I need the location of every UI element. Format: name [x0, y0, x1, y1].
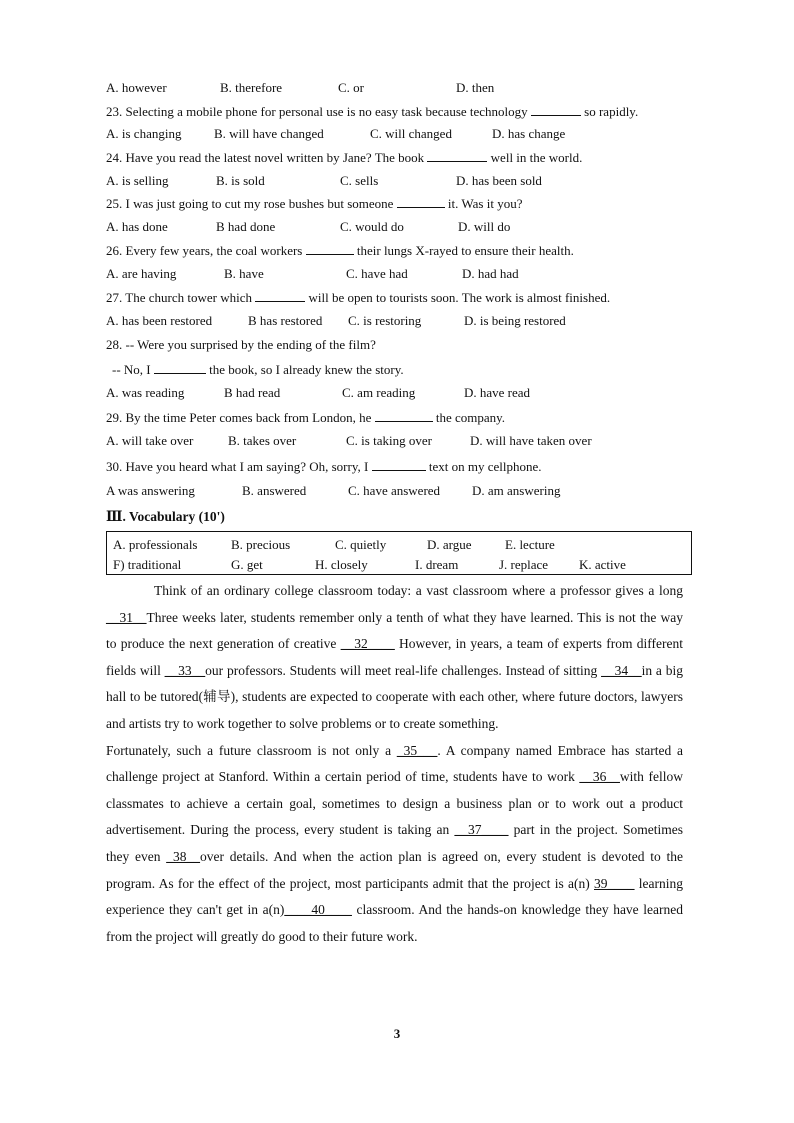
options-q28: A. was reading B had read C. am reading D. have read — [106, 385, 531, 400]
blank-35: _35___ — [396, 742, 438, 758]
cloze-passage — [106, 578, 683, 950]
options-q22 — [106, 80, 706, 96]
options-q29: A. will take over B. takes over C. is taking over D. will have taken over — [106, 433, 592, 448]
question-30: 30. Have you heard what I am saying? Oh, sorry, I text on my cellphone. — [106, 459, 542, 474]
option-b: B. therefore — [220, 80, 283, 95]
answer-blank — [255, 289, 305, 302]
options-q26: A. are having B. have C. have had D. had had — [106, 266, 519, 281]
question-29: 29. By the time Peter comes back from London, he the company. — [106, 410, 506, 425]
question-27: 27. The church tower which will be open to tourists soon. The work is almost finished. — [106, 290, 611, 305]
word-option: F) traditional — [113, 557, 182, 572]
question-28: 28. -- Were you surprised by the ending of the film? — [106, 337, 376, 352]
word-option: H. closely — [315, 557, 368, 572]
paragraph-2: Fortunately, such a future classroom is not only a _35___. A company named Embrace has started a challenge project at Stanford. Within a certain period of time, students have to work __36__with fellow classmates to achieve a certain goal, sometimes to design a business plan or to work out a product advertisement. During the process, every student is taking an __37____ part in the project. Sometimes they even _38__over details. And when the action plan is agreed on, every student is devoted to the program. As for the effect of the project, most participants admit that the project is a(n) 39____ learning experience they can't get in a(n)____40____ classroom. And the hands-on knowledge they have learned from the project will greatly do good to their future work. — [106, 742, 684, 944]
word-option: E. lecture — [505, 537, 555, 552]
option-c: C. or — [338, 80, 364, 95]
blank-32: __32____ — [340, 636, 395, 652]
options-q23: A. is changing B. will have changed C. will changed D. has change — [106, 126, 566, 141]
word-option: G. get — [231, 557, 263, 572]
answer-blank — [306, 242, 354, 255]
word-option: K. active — [579, 557, 626, 572]
option-d: D. then — [456, 80, 495, 95]
word-option: J. replace — [499, 557, 549, 572]
blank-40: ____40____ — [284, 902, 352, 918]
blank-39: 39____ — [594, 875, 635, 891]
paragraph-1: Think of an ordinary college classroom today: a vast classroom where a professor gives a long __31__Three weeks later, students remember only a tenth of what they have learned. This is not the way to produce the next generation of creative __32____ However, in years, a team of experts from different fields will __33__our professors. Students will meet real-life challenges. Instead of sitting __34__in a big hall to be tutored(辅导), students are expected to cooperate with each other, where future doctors, lawyers and artists try to work together to solve problems or to create something. — [106, 583, 683, 731]
question-24: 24. Have you read the latest novel written by Jane? The book well in the world. — [106, 150, 583, 165]
answer-blank — [531, 103, 581, 116]
option-a: A. however — [106, 80, 167, 95]
blank-37: __37____ — [454, 822, 509, 838]
blank-33: __33__ — [164, 662, 206, 678]
options-q25: A. has done B had done C. would do D. will do — [106, 219, 511, 234]
options-q27: A. has been restored B has restored C. is restoring D. is being restored — [106, 313, 566, 328]
word-option: I. dream — [415, 557, 459, 572]
answer-blank — [375, 409, 433, 422]
section-title: Ⅲ. Vocabulary (10') — [106, 509, 225, 524]
blank-31: __31__ — [106, 609, 147, 625]
word-bank — [106, 531, 692, 575]
question-23: 23. Selecting a mobile phone for personal use is no easy task because technology so rapidly. — [106, 104, 639, 119]
blank-38: _38__ — [166, 848, 200, 864]
question-25: 25. I was just going to cut my rose bushes but someone it. Was it you? — [106, 196, 523, 211]
blank-34: __34__ — [601, 662, 642, 678]
word-option: C. quietly — [335, 537, 387, 552]
blank-36: __36__ — [579, 769, 620, 785]
options-q24: A. is selling B. is sold C. sells D. has been sold — [106, 173, 542, 188]
answer-blank — [154, 361, 206, 374]
question-26: 26. Every few years, the coal workers their lungs X-rayed to ensure their health. — [106, 243, 574, 258]
answer-blank — [372, 458, 426, 471]
options-q30: A was answering B. answered C. have answered D. am answering — [106, 483, 561, 498]
page-number: 3 — [393, 1026, 401, 1041]
answer-blank — [427, 149, 487, 162]
question-28-response: -- No, I the book, so I already knew the story. — [112, 362, 404, 377]
answer-blank — [397, 195, 445, 208]
word-option: B. precious — [231, 537, 291, 552]
word-option: D. argue — [427, 537, 472, 552]
word-option: A. professionals — [113, 537, 198, 552]
